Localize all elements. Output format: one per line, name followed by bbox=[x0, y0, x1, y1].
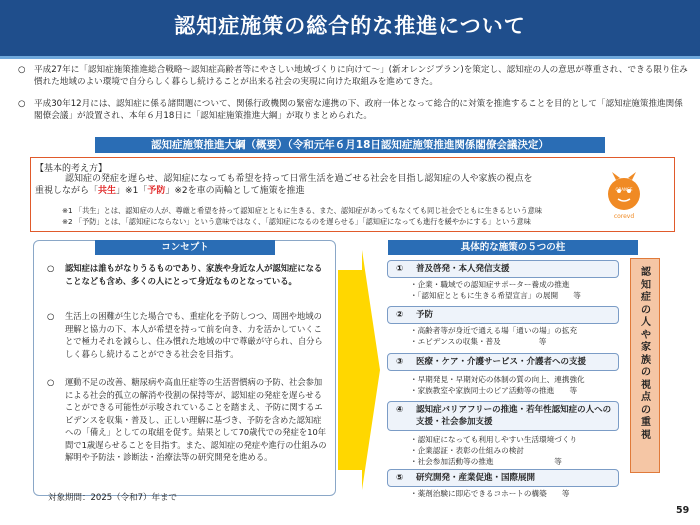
concept-item-2 bbox=[47, 310, 329, 360]
pillar-3 bbox=[387, 353, 619, 371]
side-label-char: の bbox=[641, 367, 651, 378]
pillar-number: ③ bbox=[396, 357, 404, 367]
page-number: 59 bbox=[676, 505, 690, 516]
orange-mascot-icon bbox=[588, 168, 660, 220]
concept-bullet: ○ bbox=[47, 263, 55, 273]
kyosei-keyword: 共生 bbox=[98, 186, 117, 196]
side-label-char: 症 bbox=[641, 292, 651, 303]
outline-header: 認知症施策推進大綱（概要）（令和元年６月18日認知症施策推進関係閣僚会議決定） bbox=[95, 137, 605, 153]
pillar-title: 普及啓発・本人発信支援 bbox=[416, 264, 510, 274]
intro-bullet: ○ bbox=[18, 65, 26, 75]
side-label-char: 認 bbox=[641, 267, 651, 278]
note-2: ※2 「予防」とは、「認知症にならない」という意味ではなく、「認知症になるのを遅らせる」「認知症になっても進行を緩やかにする」という意味 bbox=[62, 217, 531, 226]
pillar-2-subs bbox=[410, 326, 630, 348]
concept-item-3 bbox=[47, 376, 329, 464]
side-label-char: 視 bbox=[641, 379, 651, 391]
pillar-sub-item: ・高齢者等が身近で通える場「通いの場」の拡充 bbox=[410, 326, 578, 335]
mascot-sub: cоrevd bbox=[613, 213, 635, 220]
intro-text: 平成30年12月には、認知症に係る諸問題について、関係行政機関の緊密な連携の下、政府一体となって総合的に対策を推進することを目的として「認知症施策推進関係閣僚会議」が設置され、本年６月18日に「認知症施策推進大綱」が取りまとめられた。 bbox=[34, 99, 683, 121]
concept-bullet: ○ bbox=[47, 311, 55, 321]
pillar-sub-item: ・家族教室や家族同士のピア活動等の推進 等 bbox=[410, 385, 578, 395]
pillar-4-subs bbox=[410, 435, 630, 467]
pillars-header: 具体的な施策の５つの柱 bbox=[388, 240, 638, 255]
pillar-sub-item: ・エビデンスの収集・普及 等 bbox=[410, 336, 547, 346]
principle-body bbox=[35, 173, 610, 197]
principle-text: 重視しながら「 bbox=[35, 186, 99, 196]
pillar-title: 予防 bbox=[416, 310, 434, 320]
mascot-label: ORANGE bbox=[615, 187, 633, 192]
page-title: 認知症施策の総合的な推進について bbox=[174, 14, 526, 38]
pillar-sub-item: ・企業認証・表彰の仕組みの検討 bbox=[410, 445, 524, 455]
side-label-char: 点 bbox=[641, 392, 651, 403]
pillar-sub-item: ・早期発見・早期対応の体制の質の向上、連携強化 bbox=[410, 375, 585, 384]
principle-note-ref: 」※1「 bbox=[116, 186, 148, 196]
pillar-5-subs bbox=[410, 489, 630, 500]
intro-bullet: ○ bbox=[18, 99, 26, 109]
title-divider bbox=[0, 56, 700, 59]
concept-header: コンセプト bbox=[95, 240, 275, 255]
pillar-1-subs bbox=[410, 280, 630, 302]
pillar-number: ② bbox=[396, 310, 404, 320]
side-label-char: 家 bbox=[641, 342, 651, 353]
side-label-char: 視 bbox=[641, 429, 651, 441]
pillar-sub-item: ・企業・職域での認知症サポーター養成の推進 bbox=[410, 280, 570, 289]
side-label-char: 族 bbox=[641, 354, 651, 366]
pillar-3-subs bbox=[410, 375, 630, 397]
arrow-right-icon bbox=[336, 250, 380, 490]
note-1: ※1 「共生」とは、認知症の人が、尊厳と希望を持って認知症とともに生きる、また、認知症があってもなくても同じ社会でともに生きるという意味 bbox=[62, 206, 543, 215]
pillar-number: ⑤ bbox=[396, 473, 404, 483]
pillar-5 bbox=[387, 469, 619, 487]
side-label-box bbox=[630, 258, 660, 473]
concept-text: 生活上の困難が生じた場合でも、重症化を予防しつつ、周囲や地域の理解と協力の下、本人が希望を持って前を向き、力を活かしていくことで極力それを減らし、住み慣れた地域の中で尊厳が守られ、自分らしく暮らし続けることができる社会を目指す。 bbox=[65, 311, 323, 359]
side-label-char: 人 bbox=[641, 317, 651, 328]
principle-note-ref: 」※2 bbox=[165, 186, 188, 196]
concept-bullet: ○ bbox=[47, 377, 55, 387]
intro-paragraph-2 bbox=[18, 98, 688, 122]
concept-text: 認知症は誰もがなりうるものであり、家族や身近な人が認知症になることなども含め、多くの人にとって身近なものとなっている。 bbox=[65, 263, 323, 286]
side-label-char: の bbox=[641, 404, 651, 416]
yobo-keyword: 予防 bbox=[147, 186, 166, 196]
pillar-number: ① bbox=[396, 264, 404, 274]
pillar-title: 研究開発・産業促進・国際展開 bbox=[416, 473, 536, 483]
pillar-number: ④ bbox=[396, 405, 404, 415]
intro-paragraph-1 bbox=[18, 64, 688, 88]
target-period: 対象期間：2025（令和7）年まで bbox=[48, 493, 178, 503]
intro-text: 平成27年に「認知症施策推進総合戦略～認知症高齢者等にやさしい地域づくりに向けて～」(新オレンジプラン)を策定し、認知症の人の意思が尊重され、できる限り住み慣れた地域のよい環境で自分らしく暮らし続けることが出来る社会の実現に向けた取組みを進めてきた。 bbox=[34, 65, 688, 87]
pillar-2 bbox=[387, 306, 619, 324]
principle-line-2 bbox=[35, 186, 305, 196]
concept-item-1 bbox=[47, 262, 329, 287]
side-label-char: や bbox=[641, 329, 651, 341]
title-bar bbox=[0, 0, 700, 56]
side-label-char: の bbox=[641, 304, 651, 316]
pillar-sub-item: ・認知症になっても利用しやすい生活環境づくり bbox=[410, 435, 578, 444]
pillar-title: 医療・ケア・介護サービス・介護者への支援 bbox=[416, 357, 587, 367]
side-label bbox=[631, 267, 661, 442]
pillar-4 bbox=[387, 401, 619, 431]
pillar-title: 認知症バリアフリーの推進・若年性認知症の人への支援・社会参加支援 bbox=[416, 405, 612, 427]
principle-text: を車の両輪として施策を推進 bbox=[187, 186, 305, 196]
side-label-char: 知 bbox=[641, 279, 651, 291]
side-label-char: 重 bbox=[641, 417, 651, 428]
pillar-1 bbox=[387, 260, 619, 278]
pillar-sub-item: ・社会参加活動等の推進 等 bbox=[410, 456, 562, 466]
concept-text: 運動不足の改善、糖尿病や高血圧症等の生活習慣病の予防、社会参加による社会的孤立の解消や役割の保持等が、認知症の発症を遅らせることができる可能性が示唆されていることを踏まえ、予防に関するエビデンスを収集・普及し、正しい理解に基づき、予防を含めた認知症への「備え」としての取組を促す。結果として70歳代での発症を10年間で1歳遅らせることを目指す。また、認知症の発症や進行の仕組みの解明や予防法・診断法・治療法等の研究開発を進める。 bbox=[65, 377, 327, 462]
principle-line-1: 認知症の発症を遅らせ、認知症になっても希望を持って日常生活を過ごせる社会を目指し認知症の人や家族の視点を bbox=[65, 174, 533, 184]
principle-heading: 【基本的考え方】 bbox=[35, 164, 108, 174]
pillar-sub-item: ・薬剤治験に即応できるコホートの構築 等 bbox=[410, 489, 570, 498]
pillar-sub-item: ・「認知症とともに生きる希望宣言」の展開 等 bbox=[410, 290, 581, 300]
